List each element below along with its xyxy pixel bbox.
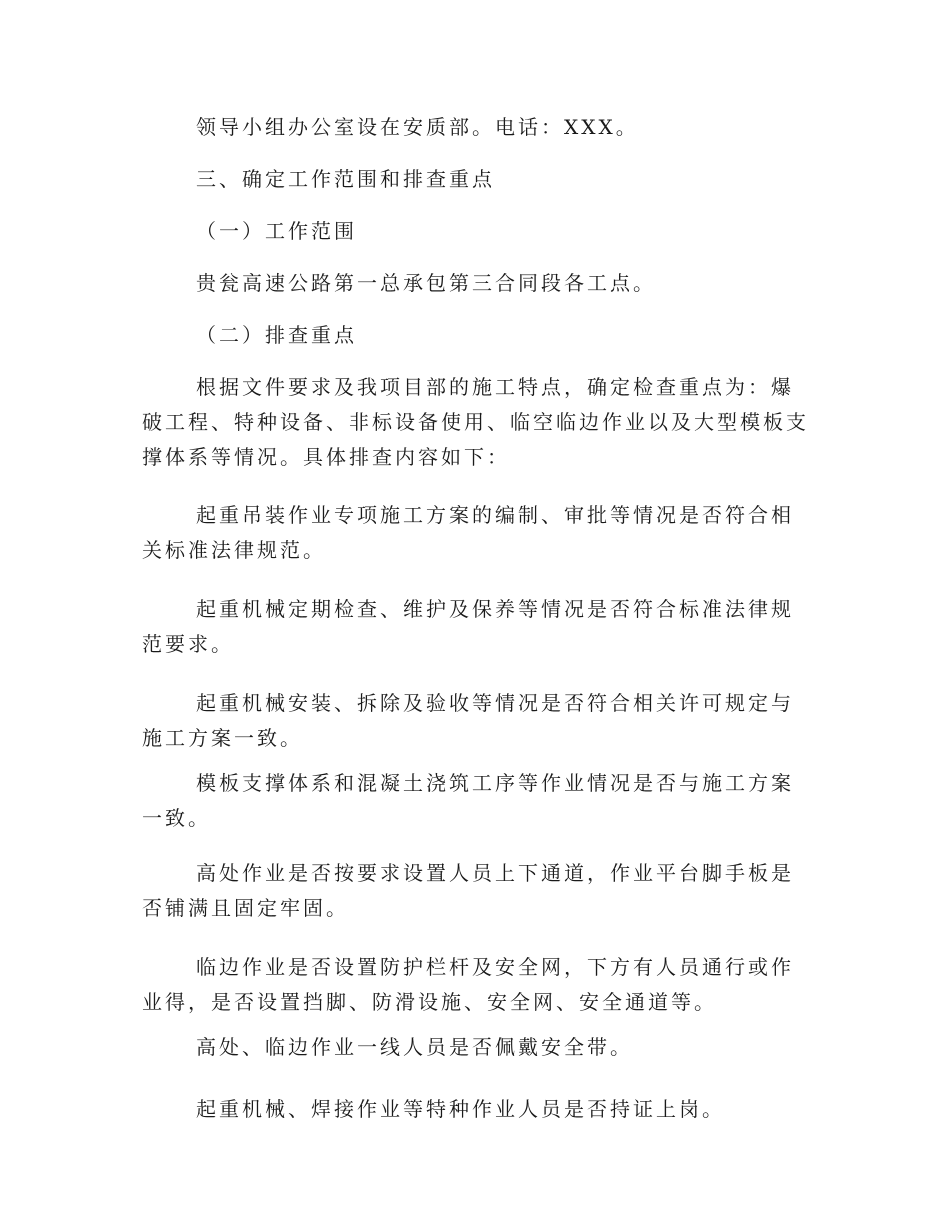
- paragraph-lifting-plan: 起重吊装作业专项施工方案的编制、审批等情况是否符合相关标准法律规范。: [142, 503, 794, 562]
- paragraph-edge-protection: 临边作业是否设置防护栏杆及安全网，下方有人员通行或作业得，是否设置挡脚、防滑设施、安全网、安全通道等。: [142, 955, 794, 1014]
- paragraph-work-scope: 贵瓮高速公路第一总承包第三合同段各工点。: [196, 271, 656, 295]
- paragraph-crane-maintenance: 起重机械定期检查、维护及保养等情况是否符合标准法律规范要求。: [142, 597, 794, 656]
- subheading-inspection-focus: （二）排查重点: [196, 323, 357, 347]
- paragraph-crane-installation: 起重机械安装、拆除及验收等情况是否符合相关许可规定与施工方案一致。: [142, 691, 794, 750]
- section-heading-scope-and-focus: 三、确定工作范围和排查重点: [196, 167, 495, 191]
- paragraph-certified-operators: 起重机械、焊接作业等特种作业人员是否持证上岗。: [196, 1097, 725, 1121]
- paragraph-office-contact: 领导小组办公室设在安质部。电话：XXX。: [196, 115, 639, 139]
- subheading-work-scope: （一）工作范围: [196, 219, 357, 243]
- paragraph-work-at-height: 高处作业是否按要求设置人员上下通道，作业平台脚手板是否铺满且固定牢固。: [142, 861, 794, 920]
- paragraph-inspection-focus: 根据文件要求及我项目部的施工特点，确定检查重点为：爆破工程、特种设备、非标设备使用、临空临边作业以及大型模板支撑体系等情况。具体排查内容如下：: [142, 375, 809, 469]
- paragraph-formwork-support: 模板支撑体系和混凝土浇筑工序等作业情况是否与施工方案一致。: [142, 771, 794, 830]
- paragraph-safety-belt: 高处、临边作业一线人员是否佩戴安全带。: [196, 1035, 633, 1059]
